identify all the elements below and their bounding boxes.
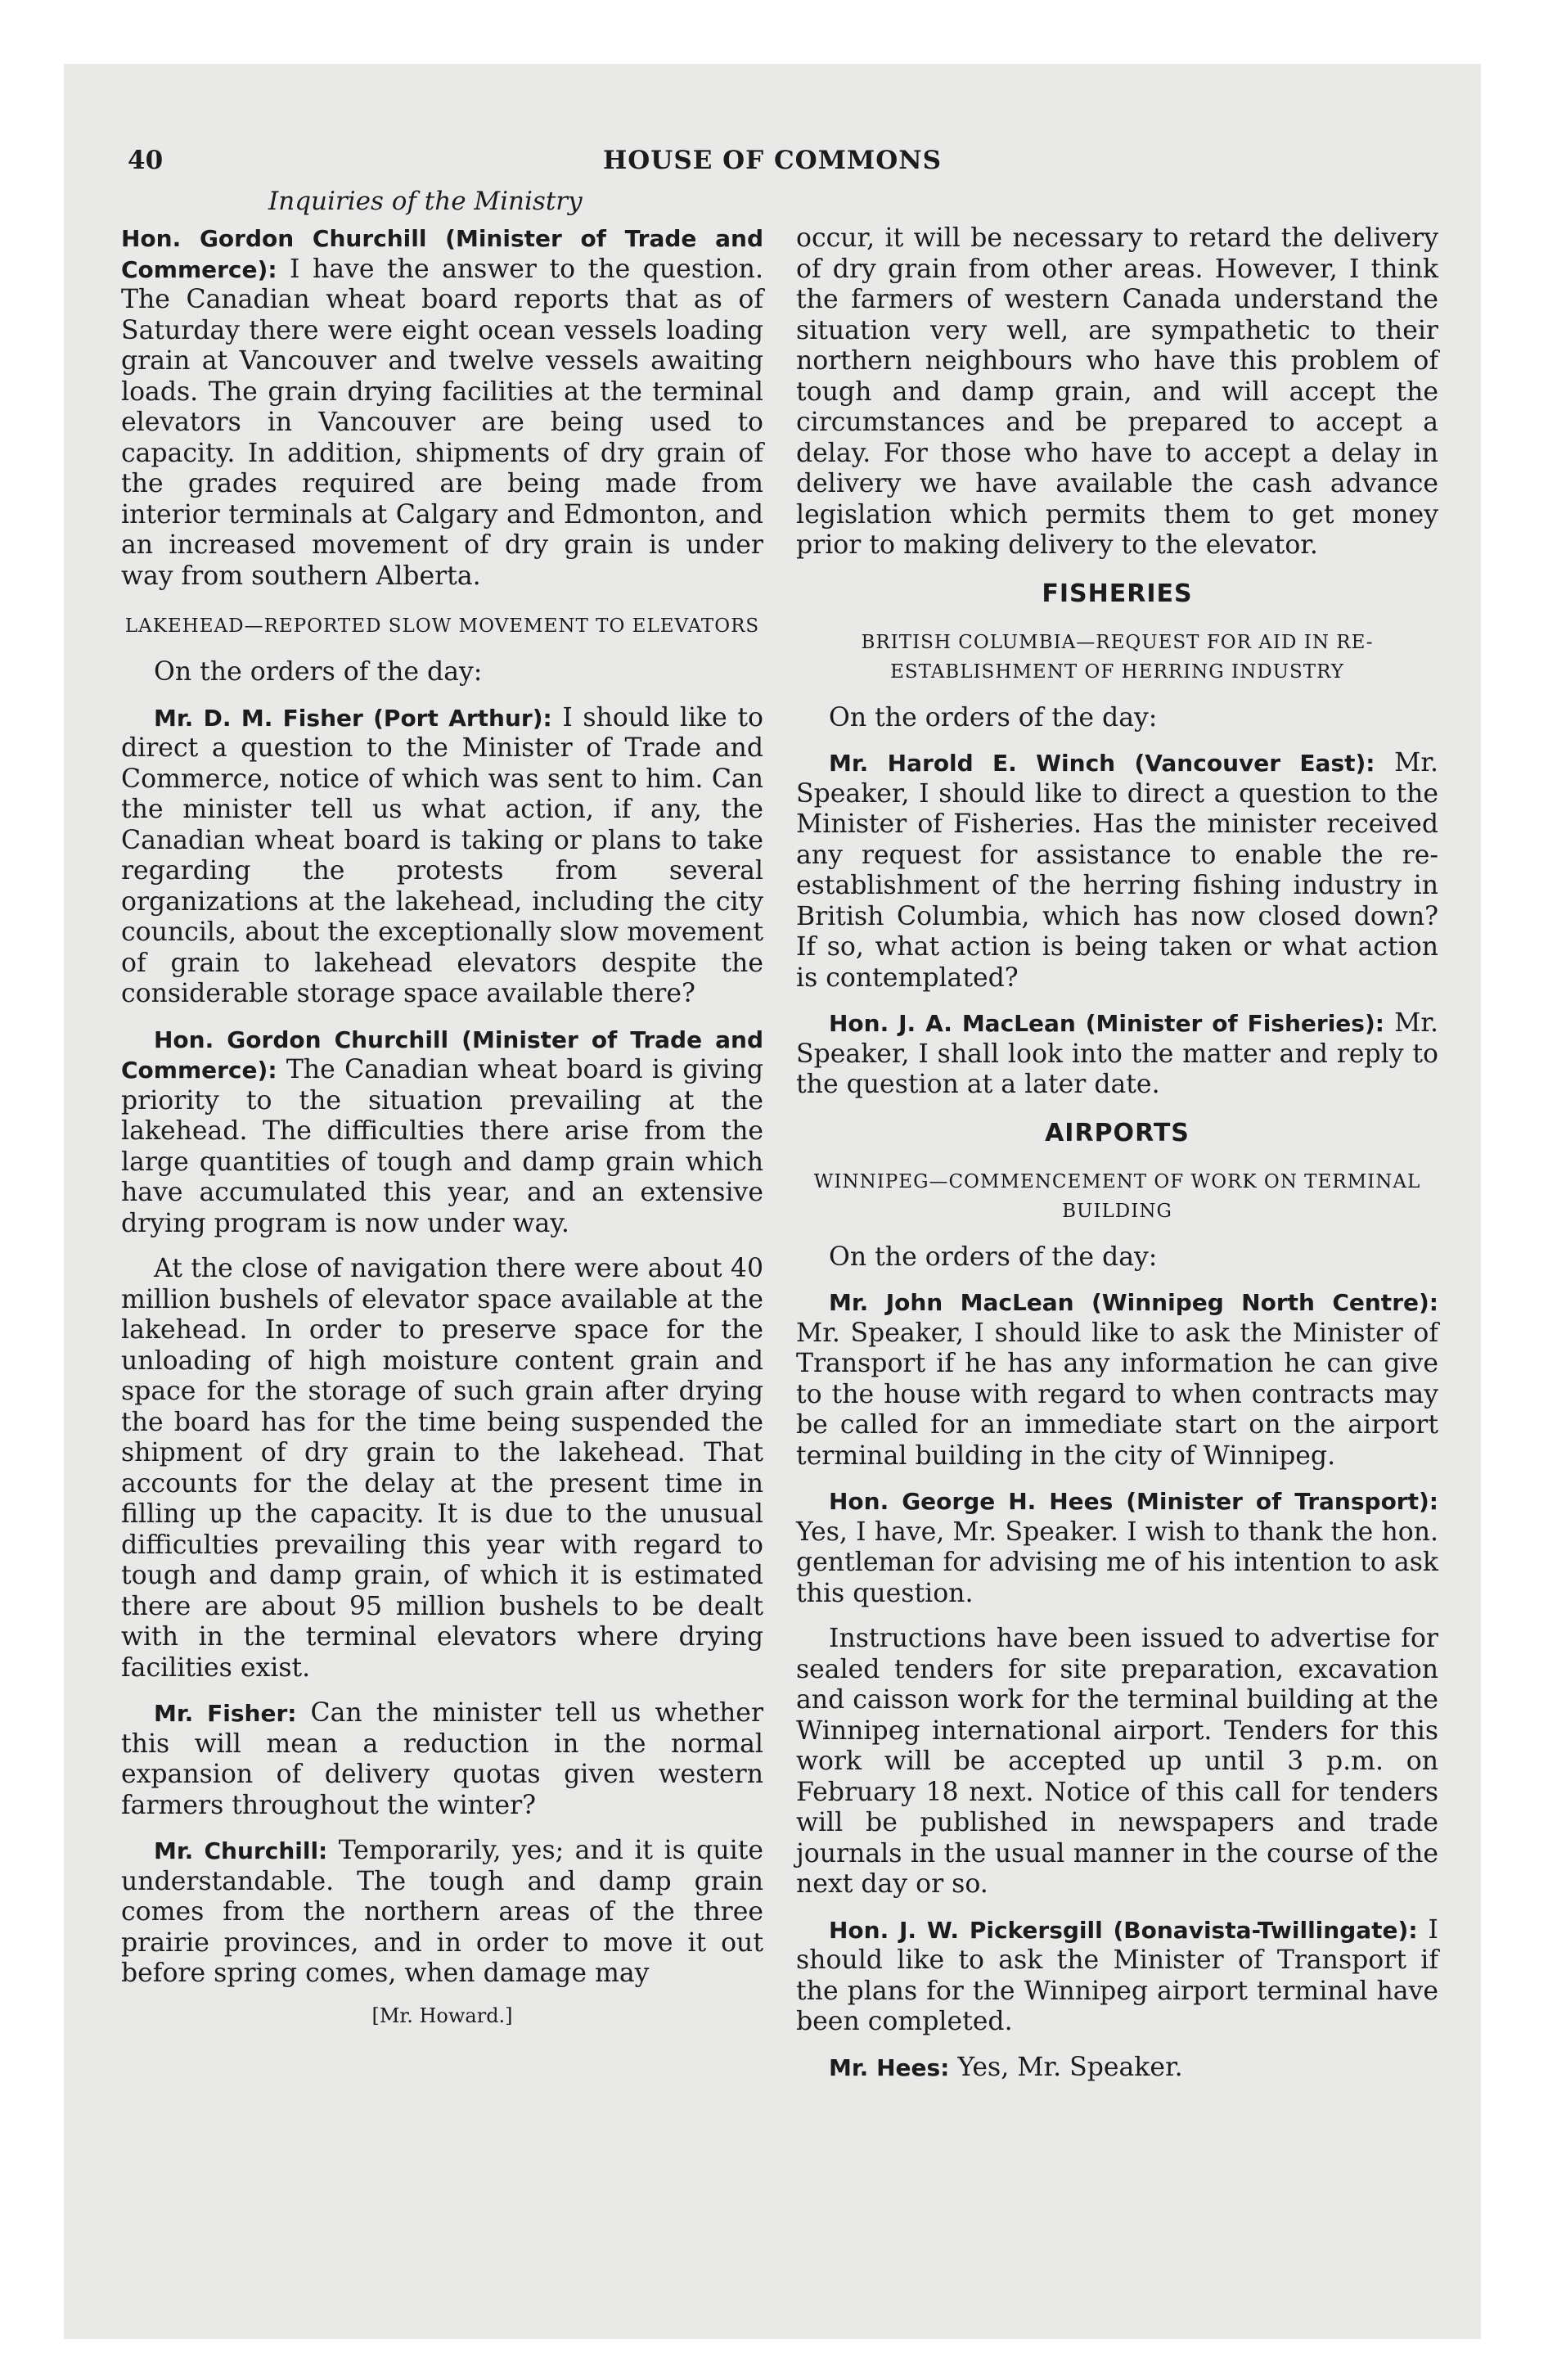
speaker-name: Mr. Churchill: [154, 1837, 328, 1864]
section-subhead: Inquiries of the Ministry [268, 187, 583, 216]
page-number: 40 [128, 146, 164, 175]
speaker-name: Mr. D. M. Fisher (Port Arthur): [154, 704, 552, 732]
paragraph [796, 748, 1438, 994]
speaker-name: Mr. Fisher: [154, 1700, 297, 1727]
paragraph: occur, it will be necessary to retard the delivery of dry grain from other areas. However, I think the farmers of western Canada understand the situation very well, are sympathetic to their northern neighbours who have this problem of tough and damp grain, and will accept the circumstances and be prepared to accept a delay. For those who have to accept a delay in delivery we have available the cash advance legislation which permits them to get money prior to making delivery to the elevator. [796, 223, 1438, 560]
orders-of-day: On the orders of the day: [829, 702, 1158, 732]
paragraph [121, 223, 763, 592]
right-column [796, 223, 1438, 2098]
topic-heading: LAKEHEAD—REPORTED SLOW MOVEMENT TO ELEVATORS [124, 615, 760, 637]
paragraph [121, 703, 763, 1010]
paragraph [121, 1836, 763, 1990]
speech-text: Temporarily, yes; and it is quite understandable. The tough and damp grain comes from the northern areas of the three prairie provinces, and in order to move it out before spring comes, when damage may [121, 1836, 764, 1988]
speech-text: Mr. Speaker, I should like to direct a question to the Minister of Fisheries. Has the minister received any request for assistance to enable the re-establishment of the herring fishing industry in British Columbia, which has now closed down? If so, what action is being taken or what action is contemplated? [796, 748, 1438, 993]
paragraph [796, 1008, 1438, 1101]
speech-text: Yes, Mr. Speaker. [949, 2052, 1183, 2082]
left-column [121, 223, 763, 2027]
section-title: FISHERIES [1042, 579, 1193, 608]
speech-text: Can the minister tell us whether this will mean a reduction in the normal expansion of delivery quotas given western farmers throughout the winter? [121, 1698, 763, 1820]
orders-of-day: On the orders of the day: [154, 657, 483, 687]
speaker-name: Hon. J. A. MacLean (Minister of Fisheries): [829, 1010, 1384, 1037]
paragraph [796, 1486, 1438, 1609]
paragraph [796, 1915, 1438, 2038]
speaker-name: Hon. J. W. Pickersgill (Bonavista-Twillingate): [829, 1916, 1418, 1944]
speech-text: I should like to direct a question to the Minister of Trade and Commerce, notice of which was sent to him. Can the minister tell us what action, if any, the Canadian wheat board is taking or plans to take regarding the protests from several organizations at the lakehead, including the city councils, about the exceptionally slow movement of grain to lakehead elevators despite the considerable storage space available there? [121, 702, 763, 1008]
speaker-name: Hon. Gordon Churchill (Minister of Trade and Commerce): [121, 225, 763, 283]
running-head: HOUSE OF COMMONS [603, 146, 942, 175]
section-title: AIRPORTS [1045, 1118, 1190, 1147]
topic-heading: WINNIPEG—COMMENCEMENT OF WORK ON TERMINAL BUILDING [813, 1170, 1421, 1222]
paragraph [796, 1287, 1438, 1472]
speaker-name: Mr. Hees: [829, 2053, 950, 2081]
speech-text: Mr. Speaker, I shall look into the matter and reply to the question at a later date. [796, 1008, 1438, 1099]
speech-text: Mr. Speaker, I should like to ask the Minister of Transport if he has any information he can give to the house with regard to when contracts may be called for an immediate start on the airport terminal building in the city of Winnipeg. [796, 1318, 1438, 1471]
topic-heading: BRITISH COLUMBIA—REQUEST FOR AID IN RE-ESTABLISHMENT OF HERRING INDUSTRY [861, 631, 1374, 683]
paragraph [121, 1025, 763, 1240]
speech-text: The Canadian wheat board is giving priority to the situation prevailing at the lakehead. The difficulties there arise from the large quantities of tough and damp grain which have accumulated this year, and an extensive drying program is now under way. [121, 1055, 763, 1238]
speech-text: I should like to ask the Minister of Transport if the plans for the Winnipeg airport terminal have been completed. [796, 1914, 1438, 2036]
speech-text: I have the answer to the question. The Canadian wheat board reports that as of Saturday there were eight ocean vessels loading grain at Vancouver and twelve vessels awaiting loads. The grain drying facilities at the terminal elevators in Vancouver are being used to capacity. In addition, shipments of dry grain of the grades required are being made from interior terminals at Calgary and Edmonton, and an increased movement of dry grain is under way from southern Alberta. [121, 254, 763, 591]
speaker-name: Hon. George H. Hees (Minister of Transport): [829, 1488, 1438, 1515]
speaker-name: Mr. Harold E. Winch (Vancouver East): [829, 750, 1375, 777]
orders-of-day: On the orders of the day: [829, 1242, 1158, 1272]
paragraph [121, 1698, 763, 1821]
page-footer: [Mr. Howard.] [371, 2004, 513, 2027]
speaker-name: Hon. Gordon Churchill (Minister of Trade and Commerce): [121, 1025, 763, 1084]
speaker-name: Mr. John MacLean (Winnipeg North Centre): [829, 1289, 1438, 1316]
paragraph: Instructions have been issued to advertise for sealed tenders for site preparation, excavation and caisson work for the terminal building at the Winnipeg international airport. Tenders for this work will be accepted up until 3 p.m. on February 18 next. Notice of this call for tenders will be published in newspapers and trade journals in the usual manner in the course of the next day or so. [796, 1624, 1438, 1899]
paragraph: At the close of navigation there were about 40 million bushels of elevator space available at the lakehead. In order to preserve space for the unloading of high moisture content grain and space for the storage of such grain after drying the board has for the time being suspended the shipment of dry grain to the lakehead. That accounts for the delay at the present time in filling up the capacity. It is due to the unusual difficulties prevailing this year with regard to tough and damp grain, of which it is estimated there are about 95 million bushels to be dealt with in the terminal elevators where drying facilities exist. [121, 1254, 763, 1683]
scanned-page [64, 64, 1481, 2339]
speech-text: Yes, I have, Mr. Speaker. I wish to thank the hon. gentleman for advising me of his intention to ask this question. [796, 1517, 1438, 1608]
paragraph [796, 2053, 1438, 2084]
